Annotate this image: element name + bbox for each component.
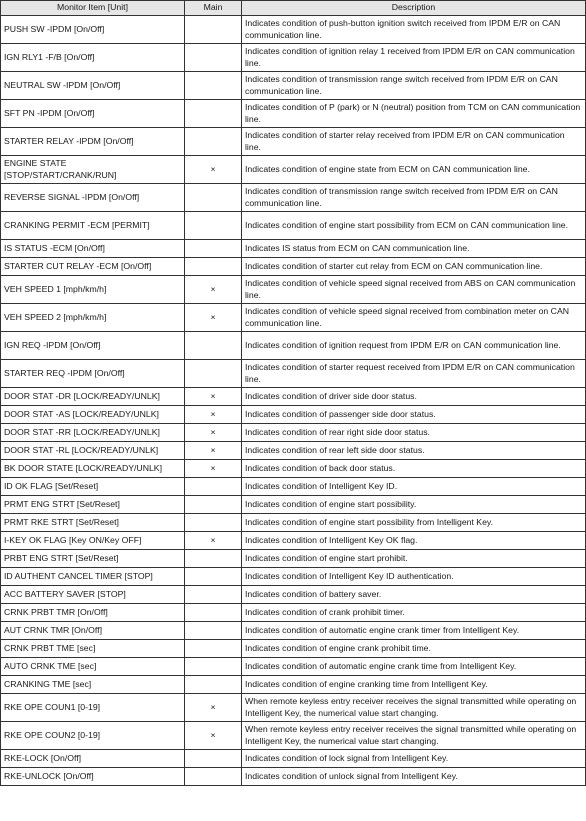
table-row: [1, 72, 586, 100]
column-header-item: Monitor Item [Unit]: [1, 1, 185, 16]
main-marker-cell: [185, 568, 242, 586]
description-cell: Indicates condition of lock signal from Intelligent Key.: [242, 750, 586, 768]
monitor-item-cell: BK DOOR STATE [LOCK/READY/UNLK]: [1, 460, 185, 478]
description-cell: Indicates condition of Intelligent Key ID.: [242, 478, 586, 496]
description-cell: Indicates condition of push-button ignition switch received from IPDM E/R on CAN communication line.: [242, 16, 586, 44]
description-cell: When remote keyless entry receiver receives the signal transmitted while operating on Intelligent Key, the numerical value start changing.: [242, 694, 586, 722]
monitor-item-cell: PUSH SW -IPDM [On/Off]: [1, 16, 185, 44]
monitor-item-cell: STARTER RELAY -IPDM [On/Off]: [1, 128, 185, 156]
monitor-item-cell: RKE OPE COUN2 [0-19]: [1, 722, 185, 750]
main-marker-cell: ×: [185, 442, 242, 460]
table-row: [1, 16, 586, 44]
description-cell: Indicates IS status from ECM on CAN communication line.: [242, 240, 586, 258]
main-marker-cell: [185, 332, 242, 360]
monitor-item-cell: RKE-UNLOCK [On/Off]: [1, 768, 185, 786]
main-marker-cell: [185, 750, 242, 768]
description-cell: Indicates condition of automatic engine crank timer from Intelligent Key.: [242, 622, 586, 640]
description-cell: Indicates condition of unlock signal from Intelligent Key.: [242, 768, 586, 786]
description-cell: Indicates condition of engine start possibility from ECM on CAN communication line.: [242, 212, 586, 240]
table-row: [1, 622, 586, 640]
main-marker-cell: [185, 258, 242, 276]
monitor-item-cell: SFT PN -IPDM [On/Off]: [1, 100, 185, 128]
main-marker-cell: ×: [185, 304, 242, 332]
main-marker-cell: [185, 72, 242, 100]
description-cell: Indicates condition of engine start possibility from Intelligent Key.: [242, 514, 586, 532]
description-cell: Indicates condition of ignition request from IPDM E/R on CAN communication line.: [242, 332, 586, 360]
description-cell: Indicates condition of passenger side door status.: [242, 406, 586, 424]
main-marker-cell: [185, 16, 242, 44]
main-marker-cell: ×: [185, 532, 242, 550]
main-marker-cell: ×: [185, 424, 242, 442]
main-marker-cell: [185, 100, 242, 128]
table-row: [1, 604, 586, 622]
main-marker-cell: [185, 184, 242, 212]
table-row: [1, 156, 586, 184]
table-row: [1, 258, 586, 276]
table-row: [1, 658, 586, 676]
description-cell: Indicates condition of automatic engine crank time from Intelligent Key.: [242, 658, 586, 676]
table-row: [1, 332, 586, 360]
monitor-item-cell: RKE OPE COUN1 [0-19]: [1, 694, 185, 722]
description-cell: Indicates condition of transmission range switch received from IPDM E/R on CAN communication line.: [242, 184, 586, 212]
monitor-item-cell: ID OK FLAG [Set/Reset]: [1, 478, 185, 496]
monitor-item-cell: PRMT RKE STRT [Set/Reset]: [1, 514, 185, 532]
description-cell: Indicates condition of driver side door status.: [242, 388, 586, 406]
monitor-item-cell: REVERSE SIGNAL -IPDM [On/Off]: [1, 184, 185, 212]
monitor-item-cell: RKE-LOCK [On/Off]: [1, 750, 185, 768]
description-cell: Indicates condition of transmission range switch received from IPDM E/R on CAN communication line.: [242, 72, 586, 100]
description-cell: Indicates condition of P (park) or N (neutral) position from TCM on CAN communication line.: [242, 100, 586, 128]
monitor-item-cell: NEUTRAL SW -IPDM [On/Off]: [1, 72, 185, 100]
table-row: [1, 478, 586, 496]
table-row: [1, 694, 586, 722]
monitor-item-cell: CRANKING PERMIT -ECM [PERMIT]: [1, 212, 185, 240]
monitor-item-cell: ENGINE STATE [STOP/START/CRANK/RUN]: [1, 156, 185, 184]
monitor-item-cell: CRNK PRBT TMR [On/Off]: [1, 604, 185, 622]
table-row: [1, 586, 586, 604]
monitor-item-cell: ID AUTHENT CANCEL TIMER [STOP]: [1, 568, 185, 586]
description-cell: Indicates condition of engine start prohibit.: [242, 550, 586, 568]
main-marker-cell: ×: [185, 722, 242, 750]
monitor-item-cell: IGN RLY1 -F/B [On/Off]: [1, 44, 185, 72]
main-marker-cell: [185, 478, 242, 496]
main-marker-cell: [185, 604, 242, 622]
main-marker-cell: [185, 676, 242, 694]
table-row: [1, 128, 586, 156]
monitor-item-cell: VEH SPEED 2 [mph/km/h]: [1, 304, 185, 332]
description-cell: Indicates condition of crank prohibit timer.: [242, 604, 586, 622]
main-marker-cell: [185, 128, 242, 156]
main-marker-cell: ×: [185, 156, 242, 184]
main-marker-cell: [185, 514, 242, 532]
description-cell: Indicates condition of battery saver.: [242, 586, 586, 604]
monitor-item-cell: PRBT ENG STRT [Set/Reset]: [1, 550, 185, 568]
description-cell: Indicates condition of back door status.: [242, 460, 586, 478]
table-row: [1, 388, 586, 406]
table-row: [1, 496, 586, 514]
table-row: [1, 44, 586, 72]
description-cell: Indicates condition of ignition relay 1 received from IPDM E/R on CAN communication line.: [242, 44, 586, 72]
description-cell: Indicates condition of rear left side door status.: [242, 442, 586, 460]
main-marker-cell: [185, 640, 242, 658]
monitor-item-cell: CRNK PRBT TME [sec]: [1, 640, 185, 658]
table-row: [1, 406, 586, 424]
table-row: [1, 532, 586, 550]
table-row: [1, 676, 586, 694]
table-row: [1, 640, 586, 658]
table-row: [1, 360, 586, 388]
description-cell: Indicates condition of starter relay received from IPDM E/R on CAN communication line.: [242, 128, 586, 156]
monitor-item-cell: DOOR STAT -RR [LOCK/READY/UNLK]: [1, 424, 185, 442]
main-marker-cell: [185, 622, 242, 640]
main-marker-cell: ×: [185, 388, 242, 406]
main-marker-cell: ×: [185, 276, 242, 304]
description-cell: Indicates condition of engine state from ECM on CAN communication line.: [242, 156, 586, 184]
description-cell: Indicates condition of engine crank prohibit time.: [242, 640, 586, 658]
table-body: [1, 16, 586, 786]
table-row: [1, 568, 586, 586]
table-row: [1, 750, 586, 768]
main-marker-cell: ×: [185, 406, 242, 424]
table-row: [1, 276, 586, 304]
column-header-description: Description: [242, 1, 586, 16]
monitor-item-cell: DOOR STAT -RL [LOCK/READY/UNLK]: [1, 442, 185, 460]
table-row: [1, 184, 586, 212]
table-row: [1, 424, 586, 442]
monitor-item-cell: DOOR STAT -DR [LOCK/READY/UNLK]: [1, 388, 185, 406]
description-cell: Indicates condition of vehicle speed signal received from ABS on CAN communication line.: [242, 276, 586, 304]
table-row: [1, 514, 586, 532]
description-cell: Indicates condition of engine start possibility.: [242, 496, 586, 514]
monitor-item-cell: ACC BATTERY SAVER [STOP]: [1, 586, 185, 604]
main-marker-cell: [185, 586, 242, 604]
main-marker-cell: [185, 768, 242, 786]
monitor-item-cell: VEH SPEED 1 [mph/km/h]: [1, 276, 185, 304]
description-cell: Indicates condition of starter cut relay from ECM on CAN communication line.: [242, 258, 586, 276]
main-marker-cell: [185, 44, 242, 72]
table-row: [1, 442, 586, 460]
monitor-item-cell: CRANKING TME [sec]: [1, 676, 185, 694]
main-marker-cell: [185, 550, 242, 568]
monitor-item-cell: IGN REQ -IPDM [On/Off]: [1, 332, 185, 360]
main-marker-cell: [185, 360, 242, 388]
table-row: [1, 240, 586, 258]
monitor-item-cell: PRMT ENG STRT [Set/Reset]: [1, 496, 185, 514]
table-row: [1, 100, 586, 128]
main-marker-cell: [185, 212, 242, 240]
column-header-main: Main: [185, 1, 242, 16]
description-cell: When remote keyless entry receiver receives the signal transmitted while operating on Intelligent Key, the numerical value start changing.: [242, 722, 586, 750]
description-cell: Indicates condition of vehicle speed signal received from combination meter on CAN communication line.: [242, 304, 586, 332]
monitor-item-cell: I-KEY OK FLAG [Key ON/Key OFF]: [1, 532, 185, 550]
description-cell: Indicates condition of Intelligent Key OK flag.: [242, 532, 586, 550]
description-cell: Indicates condition of starter request received from IPDM E/R on CAN communication line.: [242, 360, 586, 388]
table-row: [1, 212, 586, 240]
monitor-item-cell: DOOR STAT -AS [LOCK/READY/UNLK]: [1, 406, 185, 424]
monitor-item-cell: STARTER CUT RELAY -ECM [On/Off]: [1, 258, 185, 276]
main-marker-cell: ×: [185, 694, 242, 722]
table-row: [1, 768, 586, 786]
main-marker-cell: [185, 496, 242, 514]
monitor-item-cell: STARTER REQ -IPDM [On/Off]: [1, 360, 185, 388]
table-header-row: [1, 1, 586, 16]
table-row: [1, 550, 586, 568]
monitor-item-cell: IS STATUS -ECM [On/Off]: [1, 240, 185, 258]
monitor-item-cell: AUTO CRNK TME [sec]: [1, 658, 185, 676]
main-marker-cell: [185, 658, 242, 676]
table-row: [1, 722, 586, 750]
table-row: [1, 304, 586, 332]
description-cell: Indicates condition of Intelligent Key ID authentication.: [242, 568, 586, 586]
table-row: [1, 460, 586, 478]
description-cell: Indicates condition of rear right side door status.: [242, 424, 586, 442]
main-marker-cell: [185, 240, 242, 258]
main-marker-cell: ×: [185, 460, 242, 478]
description-cell: Indicates condition of engine cranking time from Intelligent Key.: [242, 676, 586, 694]
monitor-item-cell: AUT CRNK TMR [On/Off]: [1, 622, 185, 640]
